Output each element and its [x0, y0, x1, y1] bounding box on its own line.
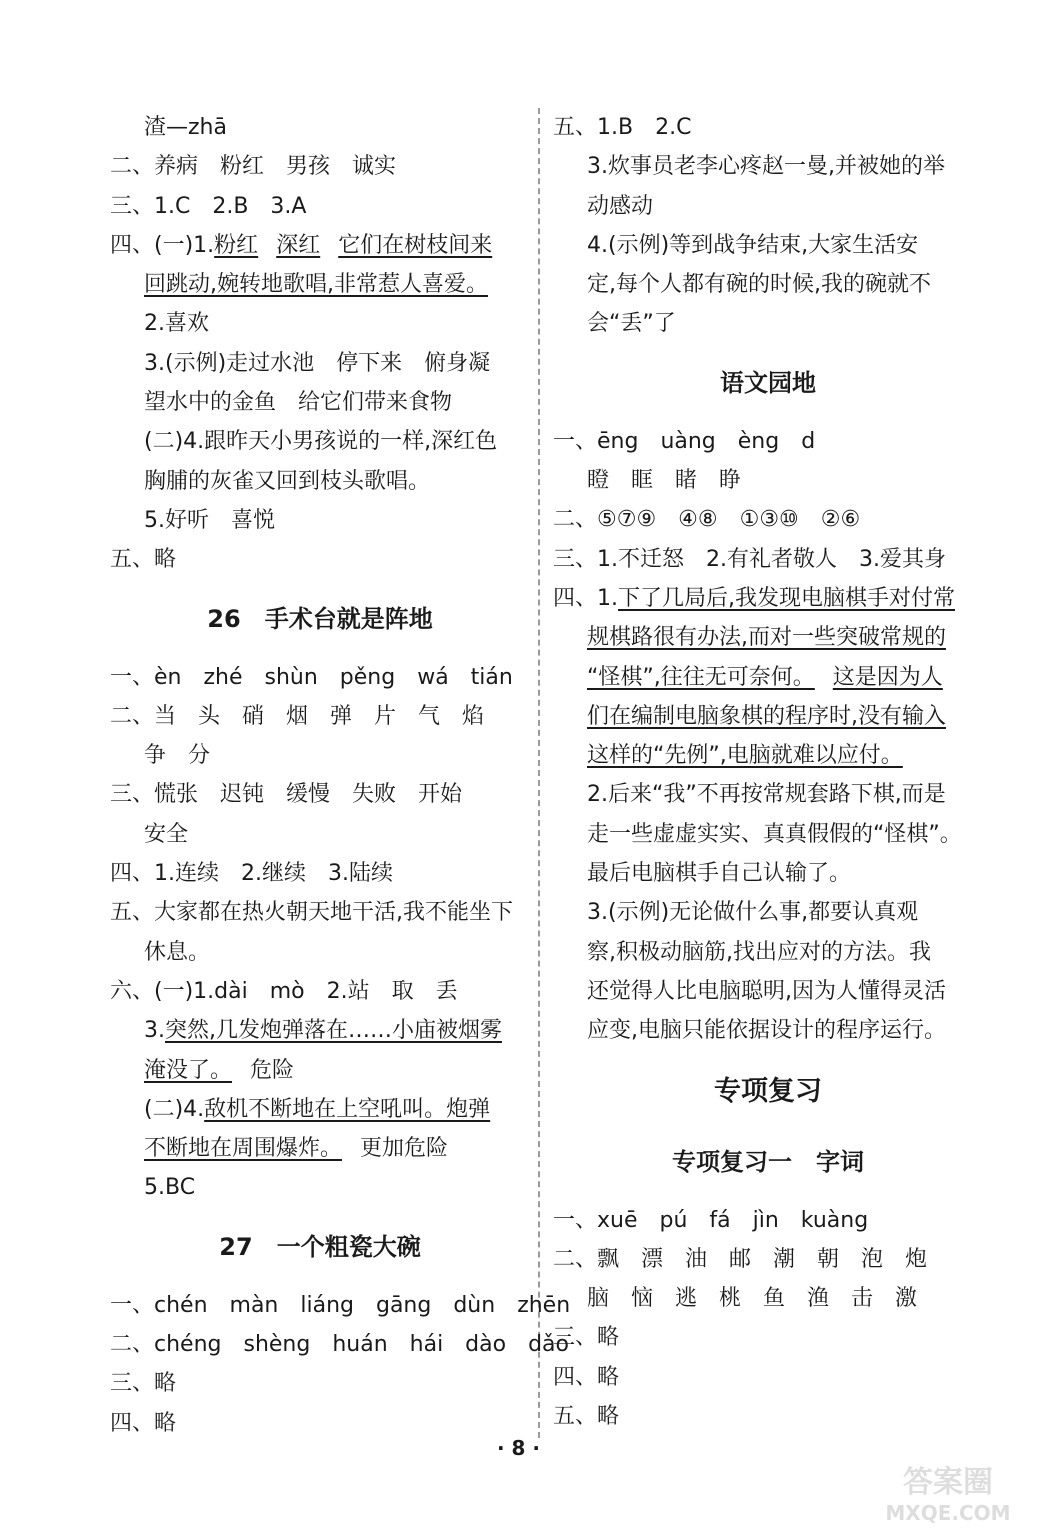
- answer-line: 察,积极动脑筋,找出应对的方法。我: [587, 939, 931, 965]
- answer-text: 更加危险: [360, 1136, 449, 1162]
- answer-line: 二、当 头 硝 烟 弹 片 气 焰: [110, 703, 485, 729]
- answer-line: [553, 618, 983, 657]
- answer-line: 渣—zhā: [144, 115, 227, 140]
- underlined-answer: 这是因为人: [832, 664, 943, 690]
- underlined-answer: 深红: [276, 232, 321, 258]
- answer-text: (二)4.: [144, 1096, 205, 1122]
- answer-line: [553, 697, 983, 736]
- column-divider: [538, 108, 540, 1438]
- underlined-answer: 规棋路很有办法,而对一些突破常规的: [587, 625, 946, 651]
- answer-line: 三、1.不迁怒 2.有礼者敬人 3.爱其身: [553, 546, 946, 572]
- answer-line: 三、慌张 迟钝 缓慢 失败 开始: [110, 782, 463, 808]
- answer-line: 动感动: [587, 193, 654, 219]
- answer-line: [110, 1051, 530, 1090]
- underlined-answer: 下了几局后,我发现电脑棋手对付常: [618, 585, 955, 611]
- section-heading: 专项复习: [714, 1075, 822, 1107]
- answer-line: 5.好听 喜悦: [144, 507, 275, 533]
- underlined-answer: 回跳动,婉转地歌唱,非常惹人喜爱。: [144, 272, 488, 298]
- underlined-answer: 们在编制电脑象棋的程序时,没有输入: [587, 703, 946, 729]
- answer-text: 3.: [144, 1018, 165, 1044]
- underlined-answer: 不断地在周围爆炸。: [144, 1136, 343, 1162]
- answer-text: 四、1.: [553, 585, 618, 611]
- underlined-answer: “怪棋”,往往无可奈何。: [587, 664, 815, 690]
- answer-line: 四、略: [110, 1410, 177, 1436]
- answer-line: 3.(示例)无论做什么事,都要认真观: [587, 900, 919, 926]
- answer-text: 危险: [250, 1057, 295, 1083]
- answer-line: 会“丢”了: [587, 311, 676, 337]
- answer-line: 三、略: [553, 1325, 620, 1351]
- answer-line: 一、xuē pú fá jìn kuàng: [553, 1207, 869, 1233]
- underlined-answer: 粉红: [214, 232, 259, 258]
- answer-line: 五、大家都在热火朝天地干活,我不能坐下: [110, 900, 513, 926]
- answer-line: 胸脯的灰雀又回到枝头歌唱。: [144, 468, 431, 494]
- underlined-answer: 突然,几发炮弹落在……小庙被烟雾: [165, 1018, 502, 1044]
- answer-line: 四、1.连续 2.继续 3.陆续: [110, 861, 393, 887]
- underlined-answer: 这样的“先例”,电脑就难以应付。: [587, 743, 903, 769]
- answer-line: [553, 579, 983, 618]
- section-heading: 语文园地: [720, 368, 816, 397]
- answer-line: 2.喜欢: [144, 311, 209, 337]
- underlined-answer: 敌机不断地在上空吼叫。炮弹: [204, 1096, 491, 1122]
- answer-line: 一、ēng uàng èng d: [553, 428, 816, 454]
- answer-line: [553, 736, 983, 775]
- answer-line: [110, 226, 530, 265]
- answer-line: [110, 265, 530, 304]
- answer-line: [553, 658, 983, 697]
- answer-line: 二、chéng shèng huán hái dào dǎo: [110, 1332, 569, 1358]
- answer-line: 最后电脑棋手自己认输了。: [587, 861, 852, 887]
- underlined-answer: 淹没了。: [144, 1057, 233, 1083]
- answer-line: 二、⑤⑦⑨ ④⑧ ①③⑩ ②⑥: [553, 507, 861, 533]
- answer-line: 3.(示例)走过水池 停下来 俯身凝: [144, 350, 491, 376]
- section-heading: 27 一个粗瓷大碗: [219, 1232, 421, 1261]
- svg-text:MXQE.COM: MXQE.COM: [885, 1501, 1011, 1525]
- subsection-heading: 专项复习一 字词: [672, 1147, 864, 1176]
- underlined-answer: 它们在树枝间来: [338, 232, 493, 258]
- answer-line: [110, 1011, 530, 1050]
- section-heading: 26 手术台就是阵地: [207, 604, 433, 633]
- answer-line: 一、chén màn liáng gāng dùn zhēn: [110, 1292, 571, 1318]
- answer-line: 二、养病 粉红 男孩 诚实: [110, 154, 397, 180]
- answer-line: 六、(一)1.dài mò 2.站 取 丢: [110, 978, 458, 1004]
- answer-line: 五、1.B 2.C: [553, 115, 692, 140]
- answer-line: 五、略: [553, 1404, 620, 1430]
- answer-line: 脑 恼 逃 桃 鱼 渔 击 激: [587, 1286, 918, 1312]
- answer-text: 四、(一)1.: [110, 232, 215, 258]
- watermark-logo: [873, 1452, 1023, 1530]
- answer-line: 安全: [144, 821, 189, 847]
- page-number: · 8 ·: [496, 1436, 541, 1460]
- answer-line: 休息。: [144, 939, 211, 965]
- answer-line: 瞪 眶 睹 睁: [587, 468, 742, 494]
- answer-line: 争 分: [144, 743, 211, 769]
- answer-line: 一、èn zhé shùn pěng wá tián: [110, 664, 513, 690]
- answer-line: 2.后来“我”不再按常规套路下棋,而是: [587, 782, 946, 808]
- answer-line: 三、1.C 2.B 3.A: [110, 193, 307, 219]
- answer-line: 3.炊事员老李心疼赵一曼,并被她的举: [587, 154, 945, 180]
- answer-line: 5.BC: [144, 1175, 196, 1201]
- right-column: [553, 108, 983, 1436]
- answer-line: 定,每个人都有碗的时候,我的碗就不: [587, 272, 931, 298]
- answer-line: 二、飘 漂 油 邮 潮 朝 泡 炮: [553, 1246, 928, 1272]
- answer-line: (二)4.跟昨天小男孩说的一样,深红色: [144, 429, 498, 455]
- answer-line: 还觉得人比电脑聪明,因为人懂得灵活: [587, 978, 946, 1004]
- answer-line: 四、略: [553, 1364, 620, 1390]
- answer-line: 望水中的金鱼 给它们带来食物: [144, 390, 453, 416]
- answer-line: 应变,电脑只能依据设计的程序运行。: [587, 1018, 946, 1044]
- left-column: [110, 108, 571, 1443]
- answer-line: [110, 1090, 530, 1129]
- svg-text:答案圈: 答案圈: [903, 1465, 993, 1500]
- answer-line: 走一些虚虚实实、真真假假的“怪棋”。: [587, 821, 962, 847]
- answer-line: 五、略: [110, 547, 177, 573]
- answer-line: 三、略: [110, 1371, 177, 1397]
- answer-line: 4.(示例)等到战争结束,大家生活安: [587, 232, 919, 258]
- answer-line: [110, 1129, 530, 1168]
